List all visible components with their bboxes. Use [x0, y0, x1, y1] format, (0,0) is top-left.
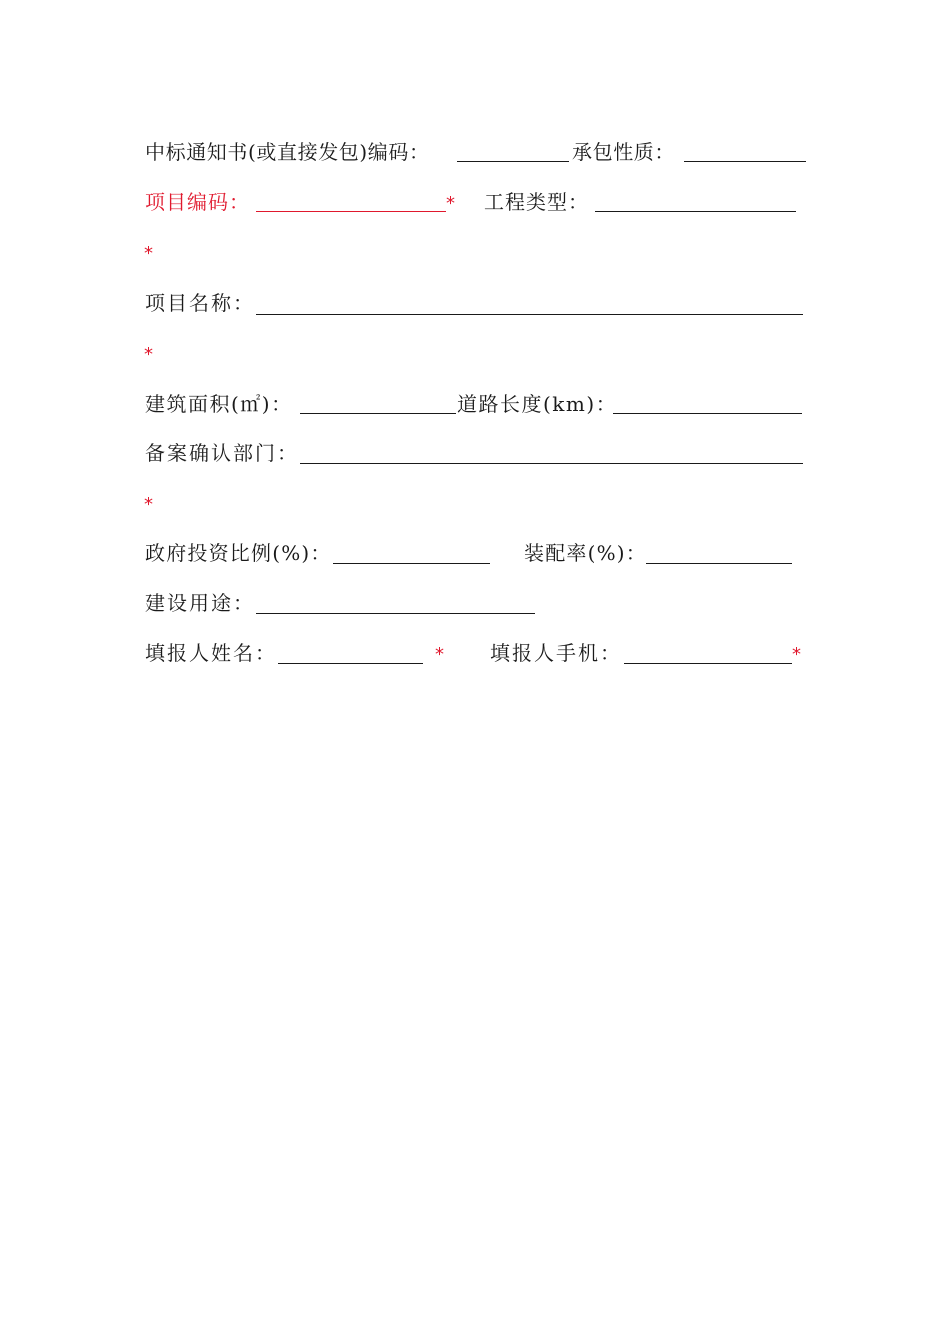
row-filing-dept	[0, 441, 950, 471]
filler-name-field[interactable]	[278, 663, 423, 664]
filler-name-label: 填报人姓名：	[145, 641, 277, 665]
filler-phone-required-mark: *	[792, 644, 801, 665]
row-invest-assembly	[0, 541, 950, 571]
row-required-3	[0, 495, 950, 525]
filler-name-required-mark: *	[435, 644, 444, 665]
row-area-length	[0, 392, 950, 422]
row-required-2	[0, 345, 950, 375]
project-name-field[interactable]	[256, 314, 803, 315]
filler-phone-label: 填报人手机：	[490, 641, 622, 665]
notice-code-field[interactable]	[457, 161, 569, 162]
building-area-field[interactable]	[300, 413, 456, 414]
project-type-label: 工程类型：	[484, 190, 589, 214]
project-name-required-mark: *	[144, 344, 153, 365]
project-type-field[interactable]	[595, 211, 796, 212]
purpose-field[interactable]	[256, 613, 535, 614]
project-code-field[interactable]	[256, 211, 446, 212]
assembly-rate-field[interactable]	[646, 563, 792, 564]
contract-nature-label: 承包性质：	[572, 140, 675, 164]
filing-dept-label: 备案确认部门：	[145, 441, 299, 465]
contract-nature-field[interactable]	[684, 161, 806, 162]
project-code-required-mark: *	[446, 193, 455, 214]
row-project-name	[0, 291, 950, 321]
row-required-1	[0, 244, 950, 274]
purpose-label: 建设用途：	[145, 591, 255, 615]
filing-dept-field[interactable]	[300, 463, 803, 464]
notice-code-label: 中标通知书(或直接发包)编码：	[145, 140, 430, 164]
row-filler	[0, 641, 950, 671]
filler-phone-field[interactable]	[624, 663, 792, 664]
row-purpose	[0, 591, 950, 621]
filing-dept-required-mark: *	[144, 494, 153, 515]
road-length-label: 道路长度(km)：	[457, 392, 618, 416]
project-name-label: 项目名称：	[145, 291, 255, 315]
road-length-field[interactable]	[613, 413, 802, 414]
assembly-rate-label: 装配率(%)：	[524, 541, 648, 565]
row-project-code	[0, 190, 950, 220]
gov-invest-label: 政府投资比例(%)：	[145, 541, 332, 565]
row-notice-code	[0, 140, 950, 170]
building-area-label: 建筑面积(㎡)：	[145, 392, 293, 416]
project-type-required-mark: *	[144, 243, 153, 264]
gov-invest-field[interactable]	[333, 563, 490, 564]
project-code-label: 项目编码：	[145, 190, 250, 214]
